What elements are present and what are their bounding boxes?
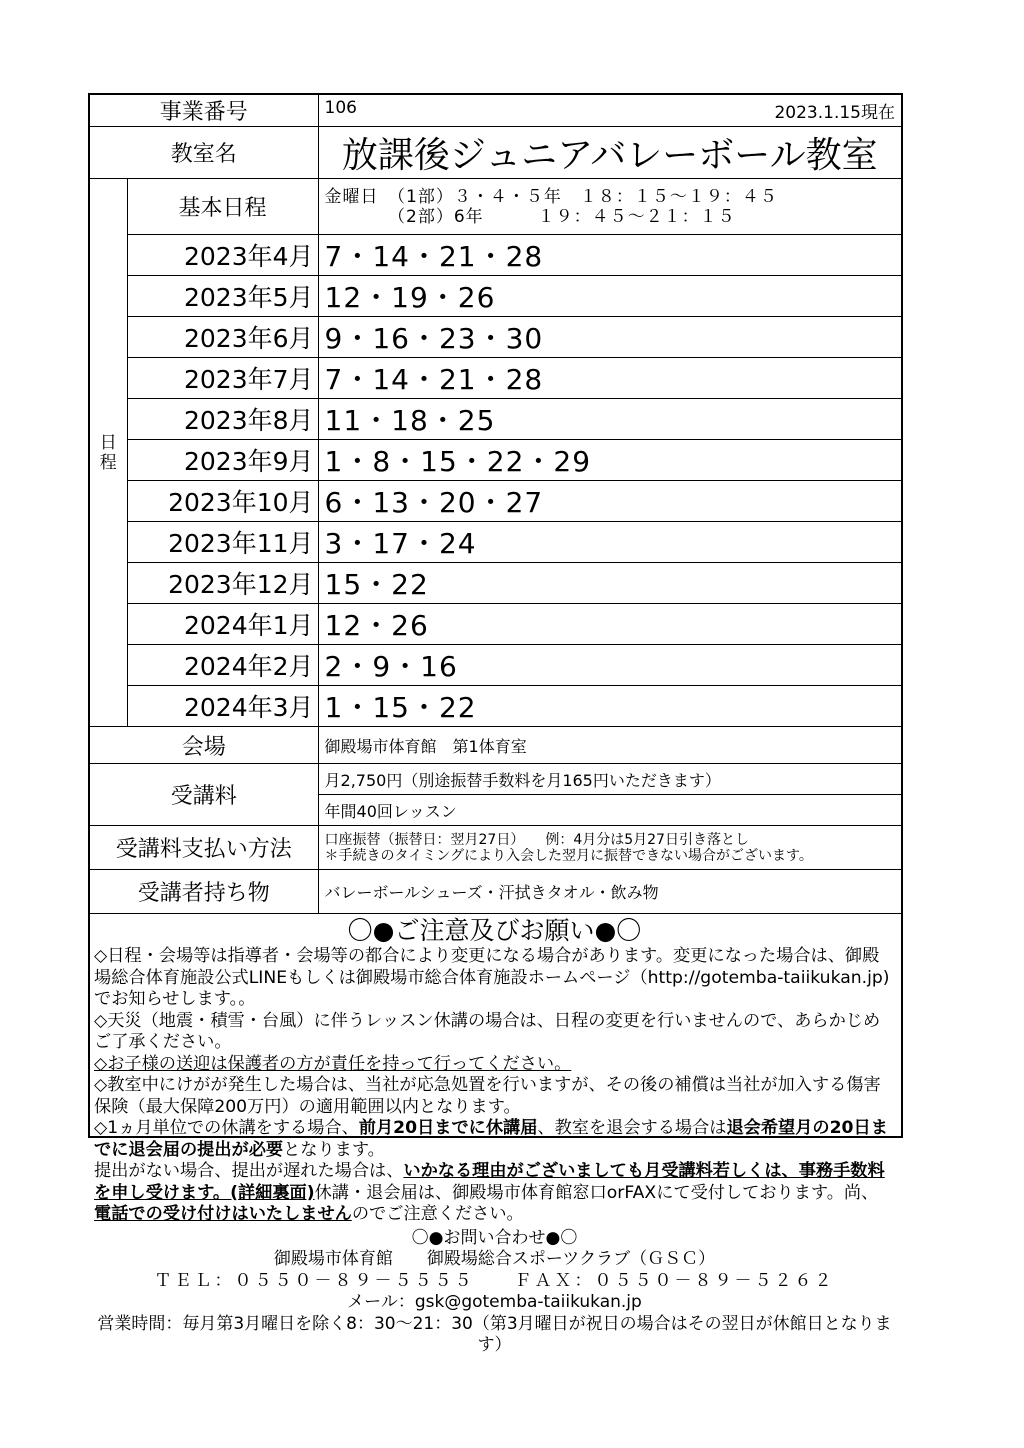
notice-item: ◇日程・会場等は指導者・会場等の都合により変更になる場合があります。変更になった場合は、御殿場総合体育施設公式LINEもしくは御殿場市総合体育施設ホームページ（http://gotemba-taiikukan.jp)でお知らせします。。 (94, 946, 890, 1009)
contact-orgs: 御殿場市体育館 御殿場総合スポーツクラブ（ＧＳＣ） (273, 1249, 716, 1269)
month-row (90, 481, 901, 522)
notice-title: 〇●ご注意及びお願い●〇 (347, 916, 642, 945)
month-row (90, 317, 901, 358)
month-label: 2023年9月 (127, 440, 318, 481)
month-label: 2023年12月 (127, 563, 318, 604)
contact-section (94, 1228, 895, 1357)
payment-value: 口座振替（振替日：翌月27日） 例：4月分は5月27日引き落とし ＊手続きのタイミングにより入会した翌月に振替できない場合がございます。 (318, 826, 901, 870)
month-dates: 7・14・21・28 (318, 358, 901, 399)
notice-item: ◇お子様の送迎は保護者の方が責任を持って行ってください。 (94, 1053, 572, 1074)
business-number-label: 事業番号 (90, 95, 318, 127)
month-row (90, 399, 901, 440)
month-row (90, 522, 901, 563)
month-label: 2023年4月 (127, 235, 318, 276)
business-number-cell (318, 95, 901, 127)
month-dates: 12・26 (318, 604, 901, 645)
payment-row (90, 826, 901, 870)
notice-item: ◇1ヵ月単位での休講をする場合、前月20日までに休講届、教室を退会する場合は退会希望月の20日までに退会届の提出が必要となります。 (94, 1118, 888, 1160)
month-dates: 3・17・24 (318, 522, 901, 563)
venue-value: 御殿場市体育館 第1体育室 (318, 727, 901, 764)
info-table (90, 95, 901, 914)
venue-row (90, 727, 901, 764)
document-frame (88, 93, 903, 1355)
schedule-group-label: 日 程 (90, 179, 127, 727)
header-row (90, 95, 901, 127)
month-label: 2023年10月 (127, 481, 318, 522)
contact-tel-fax: ＴＥＬ：０５５０－８９－５５５５ ＦＡＸ：０５５０－８９－５２６２ (154, 1270, 835, 1291)
month-row (90, 604, 901, 645)
basic-schedule-value: 金曜日 （1部）３・４・５年 １８：１５～１９：４５ （2部）6年 １９：４５～２１：１５ (318, 179, 901, 235)
fee-label: 受講料 (90, 764, 318, 826)
month-label: 2023年6月 (127, 317, 318, 358)
month-dates: 15・22 (318, 563, 901, 604)
month-row (90, 358, 901, 399)
month-row (90, 440, 901, 481)
belongings-row (90, 870, 901, 914)
month-dates: 7・14・21・28 (318, 235, 901, 276)
month-row (90, 563, 901, 604)
month-row (90, 235, 901, 276)
venue-label: 会場 (90, 727, 318, 764)
month-label: 2023年7月 (127, 358, 318, 399)
belongings-label: 受講者持ち物 (90, 870, 318, 914)
month-label: 2024年3月 (127, 686, 318, 727)
month-dates: 6・13・20・27 (318, 481, 901, 522)
month-dates: 1・15・22 (318, 686, 901, 727)
contact-email: メール：gsk@gotemba-taiikukan.jp (347, 1292, 642, 1312)
classroom-label: 教室名 (90, 127, 318, 179)
fee-value-monthly: 月2,750円（別途振替手数料を月165円いただきます） (318, 764, 901, 795)
classroom-name: 放課後ジュニアバレーボール教室 (318, 127, 901, 179)
notice-item: 提出がない場合、提出が遅れた場合は、いかなる理由がございましても月受講料若しくは、事務手数料を申し受けます。(詳細裏面)休講・退会届は、御殿場市体育館窓口orFAXにて受付しております。尚、電話での受け付けはいたしませんのでご注意ください。 (94, 1161, 885, 1224)
basic-schedule-label: 基本日程 (127, 179, 318, 235)
month-label: 2023年5月 (127, 276, 318, 317)
contact-title: 〇●お問い合わせ●〇 (411, 1227, 578, 1248)
month-dates: 9・16・23・30 (318, 317, 901, 358)
month-label: 2023年8月 (127, 399, 318, 440)
month-label: 2023年11月 (127, 522, 318, 563)
month-dates: 2・9・16 (318, 645, 901, 686)
belongings-value: バレーボールシューズ・汗拭きタオル・飲み物 (318, 870, 901, 914)
month-label: 2024年1月 (127, 604, 318, 645)
basic-schedule-row (90, 179, 901, 235)
month-row (90, 276, 901, 317)
business-number: 106 (324, 98, 357, 118)
month-row (90, 645, 901, 686)
as-of-date: 2023.1.15現在 (774, 103, 895, 123)
payment-label: 受講料支払い方法 (90, 826, 318, 870)
notice-item: ◇教室中にけがが発生した場合は、当社が応急処置を行いますが、その後の補償は当社が加入する傷害保険（最大保障200万円）の適用範囲以内となります。 (94, 1075, 881, 1117)
fee-value-lessons: 年間40回レッスン (318, 795, 901, 826)
month-dates: 1・8・15・22・29 (318, 440, 901, 481)
month-row (90, 686, 901, 727)
notice-item: ◇天災（地震・積雪・台風）に伴うレッスン休講の場合は、日程の変更を行いませんので、あらかじめご了承ください。 (94, 1010, 881, 1052)
fee-row (90, 764, 901, 795)
notice-section (90, 914, 901, 1357)
month-dates: 12・19・26 (318, 276, 901, 317)
contact-hours: 営業時間：毎月第3月曜日を除く8：30～21：30（第3月曜日が祝日の場合はその翌日が休館日となります） (97, 1313, 892, 1355)
classroom-row (90, 127, 901, 179)
month-dates: 11・18・25 (318, 399, 901, 440)
month-label: 2024年2月 (127, 645, 318, 686)
